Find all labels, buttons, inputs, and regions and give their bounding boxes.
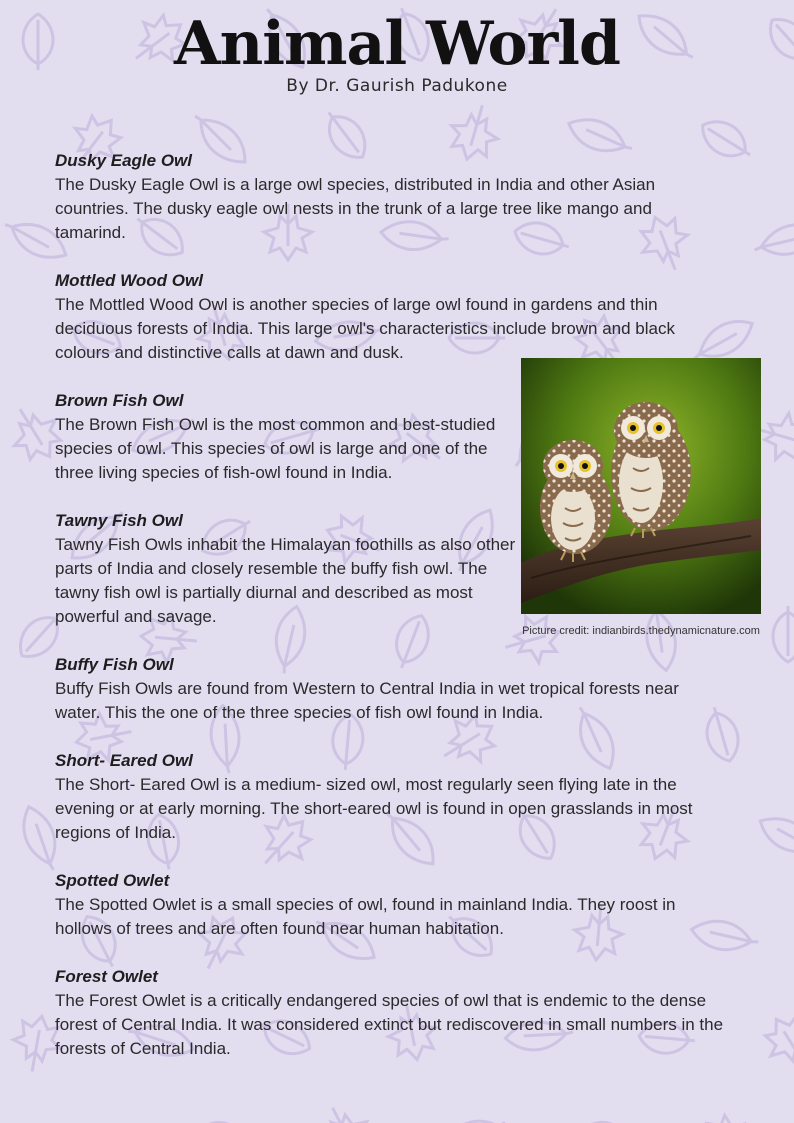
section-brown-fish-owl (55, 389, 515, 485)
section-dusky-eagle-owl (55, 149, 695, 245)
section-title: Short- Eared Owl (55, 751, 193, 770)
page-title: Animal World (174, 9, 620, 79)
section-buffy-fish-owl (55, 653, 725, 725)
section-body: The Brown Fish Owl is the most common and best-studied species of owl. This species of owl is large and one of the three living species of fish-owl found in India. (55, 415, 496, 482)
section-body: The Short- Eared Owl is a medium- sized owl, most regularly seen flying late in the evening or at early morning. The short-eared owl is found in open grasslands in most regions of India. (55, 775, 693, 842)
section-body: The Mottled Wood Owl is another species of large owl found in gardens and thin deciduous forests of India. This large owl's characteristics include brown and black colours and distinctive calls at dawn and dusk. (55, 295, 675, 362)
section-spotted-owlet (55, 869, 720, 941)
section-body: The Dusky Eagle Owl is a large owl species, distributed in India and other Asian countries. The dusky eagle owl nests in the trunk of a large tree like mango and tamarind. (55, 175, 656, 242)
owl-photo (521, 358, 761, 614)
section-mottled-wood-owl (55, 269, 715, 365)
section-title: Spotted Owlet (55, 871, 170, 890)
section-title: Forest Owlet (55, 967, 158, 986)
section-tawny-fish-owl (55, 509, 517, 629)
section-body: Buffy Fish Owls are found from Western to Central India in wet tropical forests near water. This the one of the three species of fish owl found in India. (55, 679, 679, 722)
section-title: Buffy Fish Owl (55, 655, 174, 674)
section-short-eared-owl (55, 749, 725, 845)
section-title: Mottled Wood Owl (55, 271, 203, 290)
author-byline: By Dr. Gaurish Padukone (286, 76, 508, 96)
section-body: The Spotted Owlet is a small species of owl, found in mainland India. They roost in hollows of trees and are often found near human habitation. (55, 895, 676, 938)
section-forest-owlet (55, 965, 740, 1061)
section-title: Tawny Fish Owl (55, 511, 183, 530)
section-body: The Forest Owlet is a critically endangered species of owl that is endemic to the dense forest of Central India. It was considered extinct but rediscovered in small numbers in the forests of Central India. (55, 991, 724, 1058)
section-body: Tawny Fish Owls inhabit the Himalayan foothills as also other parts of India and closely resemble the buffy fish owl. The tawny fish owl is partially diurnal and described as most powerful and savage. (55, 535, 516, 626)
section-title: Dusky Eagle Owl (55, 151, 192, 170)
section-title: Brown Fish Owl (55, 391, 184, 410)
photo-credit: Picture credit: indianbirds.thedynamicnature.com (522, 625, 760, 637)
